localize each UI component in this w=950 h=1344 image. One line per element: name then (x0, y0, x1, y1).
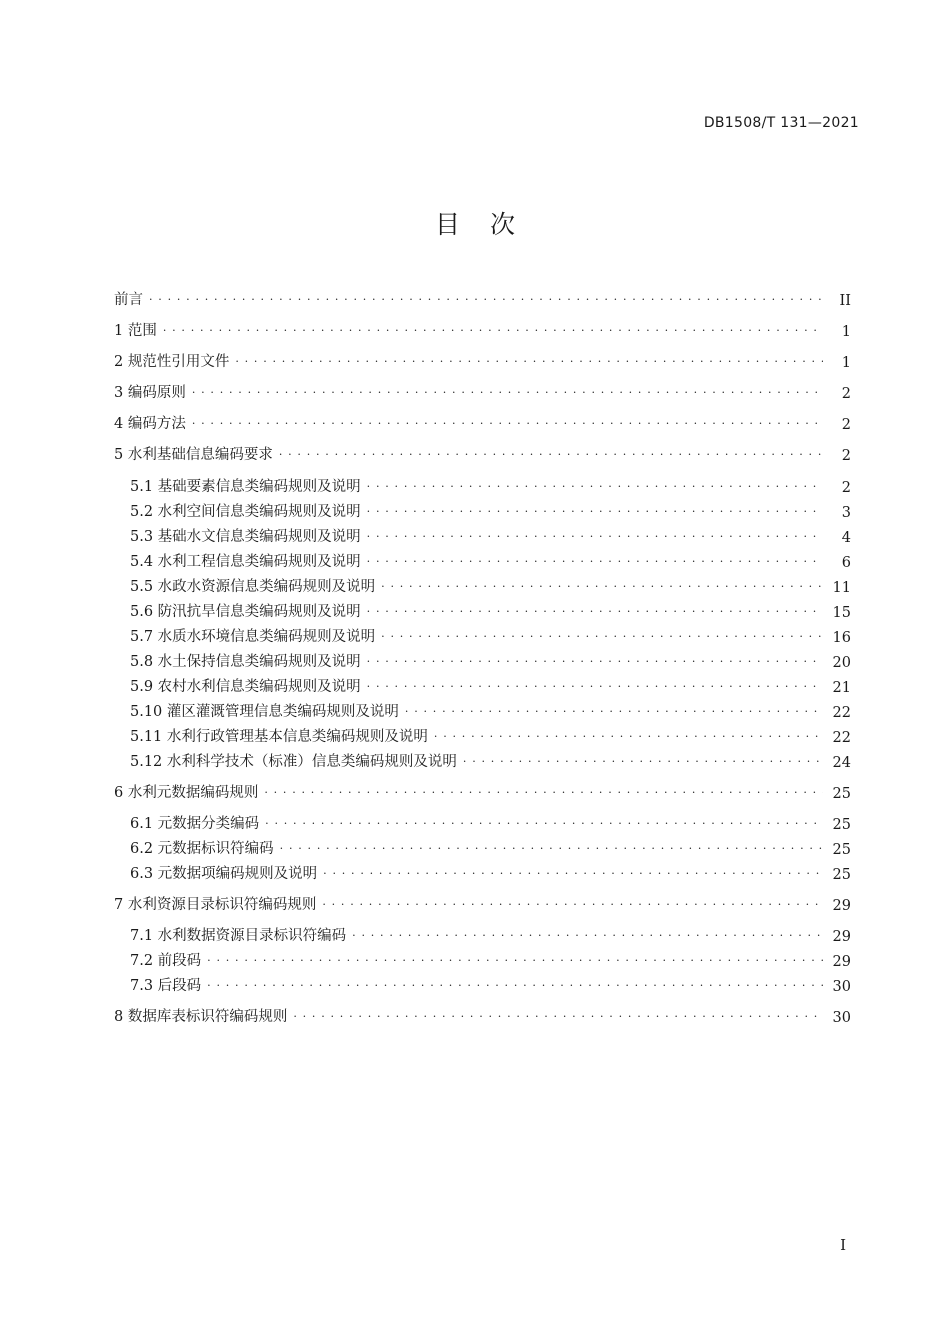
toc-label: 5.12 水利科学技术（标准）信息类编码规则及说明 (130, 754, 457, 770)
toc-page: 25 (832, 786, 851, 802)
toc-page: 6 (841, 555, 851, 571)
toc-label: 5 水利基础信息编码要求 (114, 447, 273, 463)
toc-entry-2[interactable] (114, 349, 851, 371)
toc-label: 7 水利资源目录标识符编码规则 (114, 897, 317, 913)
toc-label: 5.11 水利行政管理基本信息类编码规则及说明 (130, 729, 428, 745)
toc-entry-foreword[interactable] (114, 287, 851, 309)
toc-entry-5-11[interactable] (114, 724, 851, 746)
toc-entry-1[interactable] (114, 318, 851, 340)
toc-leader (363, 652, 823, 668)
toc-leader (401, 702, 823, 718)
page-number: I (840, 1236, 846, 1254)
toc-label: 5.10 灌区灌溉管理信息类编码规则及说明 (130, 704, 399, 720)
toc-entry-5-4[interactable] (114, 549, 851, 571)
page-title: 目次 (434, 210, 545, 239)
toc-leader (145, 290, 823, 306)
toc-label: 4 编码方法 (114, 416, 186, 432)
toc-page: 1 (841, 355, 851, 371)
toc-page: II (839, 293, 851, 309)
toc-page: 11 (832, 580, 851, 596)
toc-leader (377, 627, 823, 643)
toc-entry-7-3[interactable] (114, 973, 851, 995)
toc-entry-5-1[interactable] (114, 474, 851, 496)
toc-label: 6.2 元数据标识符编码 (130, 841, 274, 857)
toc-entry-5-9[interactable] (114, 674, 851, 696)
toc-entry-3[interactable] (114, 380, 851, 402)
toc-label: 5.5 水政水资源信息类编码规则及说明 (130, 579, 376, 595)
toc-leader (363, 477, 823, 493)
toc-label: 5.6 防汛抗旱信息类编码规则及说明 (130, 604, 361, 620)
toc-page: 2 (841, 448, 851, 464)
toc-label: 前言 (114, 292, 143, 308)
toc-entry-5[interactable] (114, 442, 851, 464)
toc-entry-6-2[interactable] (114, 836, 851, 858)
toc-entry-7-1[interactable] (114, 923, 851, 945)
toc-label: 7.1 水利数据资源目录标识符编码 (130, 928, 347, 944)
toc-entry-7-2[interactable] (114, 948, 851, 970)
toc-label: 5.9 农村水利信息类编码规则及说明 (130, 679, 361, 695)
toc-page: 30 (832, 979, 851, 995)
toc-label: 3 编码原则 (114, 385, 186, 401)
toc-label: 5.8 水土保持信息类编码规则及说明 (130, 654, 361, 670)
toc-entry-6-3[interactable] (114, 861, 851, 883)
toc-leader (261, 814, 823, 830)
toc-page: 22 (832, 705, 851, 721)
toc-leader (159, 321, 823, 337)
toc-leader (348, 926, 823, 942)
toc-page: 25 (832, 842, 851, 858)
toc-page: 2 (841, 480, 851, 496)
toc-label: 6.1 元数据分类编码 (130, 816, 260, 832)
toc-label: 5.4 水利工程信息类编码规则及说明 (130, 554, 361, 570)
toc-page: 2 (841, 417, 851, 433)
toc-page: 24 (832, 755, 851, 771)
toc-entry-5-7[interactable] (114, 624, 851, 646)
toc-label: 7.3 后段码 (130, 978, 202, 994)
toc-entry-5-8[interactable] (114, 649, 851, 671)
toc-leader (363, 677, 823, 693)
toc-leader (276, 839, 823, 855)
toc-page: 25 (832, 867, 851, 883)
toc-entry-5-5[interactable] (114, 574, 851, 596)
toc-label: 8 数据库表标识符编码规则 (114, 1009, 288, 1025)
toc-leader (188, 383, 823, 399)
toc-leader (231, 352, 823, 368)
toc-page: 22 (832, 730, 851, 746)
toc-entry-6-1[interactable] (114, 811, 851, 833)
toc-page: 15 (832, 605, 851, 621)
toc-entry-7[interactable] (114, 892, 851, 914)
toc-page: 2 (841, 386, 851, 402)
toc-leader (377, 577, 823, 593)
toc-leader (363, 502, 823, 518)
toc-label: 1 范围 (114, 323, 157, 339)
toc-entry-5-2[interactable] (114, 499, 851, 521)
toc-label: 7.2 前段码 (130, 953, 202, 969)
toc-page: 3 (841, 505, 851, 521)
toc-leader (430, 727, 823, 743)
toc-label: 6 水利元数据编码规则 (114, 785, 259, 801)
toc-leader (318, 895, 823, 911)
toc-leader (459, 752, 823, 768)
toc-entry-6[interactable] (114, 780, 851, 802)
toc-entry-4[interactable] (114, 411, 851, 433)
toc-page: 25 (832, 817, 851, 833)
toc-leader (319, 864, 823, 880)
toc-leader (203, 951, 823, 967)
toc-leader (363, 527, 823, 543)
toc-page: 1 (841, 324, 851, 340)
toc-page: 30 (832, 1010, 851, 1026)
toc-label: 5.7 水质水环境信息类编码规则及说明 (130, 629, 376, 645)
toc-page: 20 (832, 655, 851, 671)
toc-entry-5-12[interactable] (114, 749, 851, 771)
toc-leader (289, 1007, 823, 1023)
toc-label: 2 规范性引用文件 (114, 354, 230, 370)
toc-page: 29 (832, 954, 851, 970)
toc-entry-8[interactable] (114, 1004, 851, 1026)
toc-page: 29 (832, 929, 851, 945)
toc-label: 6.3 元数据项编码规则及说明 (130, 866, 318, 882)
toc-leader (260, 783, 823, 799)
toc-leader (203, 976, 823, 992)
toc-leader (188, 414, 823, 430)
toc-page: 29 (832, 898, 851, 914)
toc-entry-5-10[interactable] (114, 699, 851, 721)
toc-leader (363, 552, 823, 568)
toc-leader (363, 602, 823, 618)
standard-code: DB1508/T 131—2021 (703, 115, 859, 131)
toc-entry-5-6[interactable] (114, 599, 851, 621)
toc-leader (275, 445, 823, 461)
toc-label: 5.1 基础要素信息类编码规则及说明 (130, 479, 361, 495)
toc-page: 4 (841, 530, 851, 546)
toc-label: 5.2 水利空间信息类编码规则及说明 (130, 504, 361, 520)
toc-entry-5-3[interactable] (114, 524, 851, 546)
toc-page: 21 (832, 680, 851, 696)
toc-page: 16 (832, 630, 851, 646)
toc-label: 5.3 基础水文信息类编码规则及说明 (130, 529, 361, 545)
